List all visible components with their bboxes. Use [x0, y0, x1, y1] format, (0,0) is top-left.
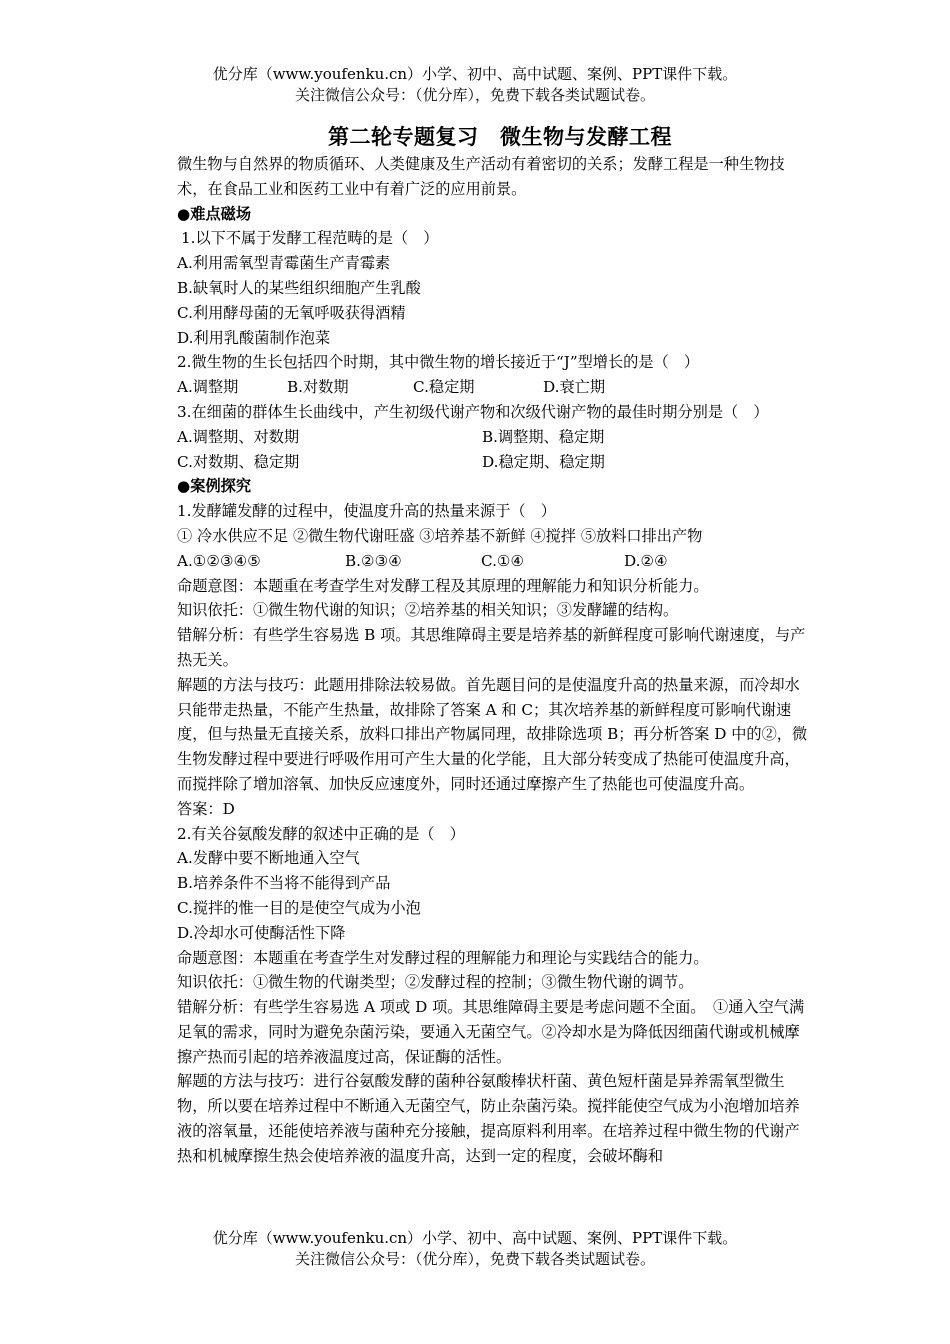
case-2-intent: 命题意图：本题重在考查学生对发酵过程的理解能力和理论与实践结合的能力。 — [177, 948, 709, 967]
question-1-option-a: A.利用需氧型青霉菌生产青霉素 — [177, 254, 391, 273]
question-3-option-a: A.调整期、对数期 — [177, 427, 300, 446]
document-title: 第二轮专题复习 微生物与发酵工程 — [328, 125, 672, 149]
case-2-option-c: C.搅拌的惟一目的是使空气成为小泡 — [177, 898, 421, 917]
question-2-stem: 2.微生物的生长包括四个时期，其中微生物的增长接近于“J”型增长的是（ ） — [177, 353, 700, 372]
case-2-basis: 知识依托：①微生物的代谢类型；②发酵过程的控制；③微生物代谢的调节。 — [177, 973, 694, 992]
question-2-option-a: A.调整期 — [177, 378, 239, 397]
case-2-error-analysis: 错解分析：有些学生容易选 A 项或 D 项。其思维障碍主要是考虑问题不全面。 ①通入空气满足氧的需求，同时为避免杂菌污染，要通入无菌空气。②冷却水是为降低因细菌代谢或机械摩擦产热而引起的培养液温度过高，保证酶的活性。 — [177, 998, 805, 1066]
case-1-basis: 知识依托：①微生物代谢的知识；②培养基的相关知识；③发酵罐的结构。 — [177, 601, 679, 620]
case-2-option-d: D.冷却水可使酶活性下降 — [177, 923, 346, 942]
question-2-options — [145, 375, 809, 400]
question-3-options-row-1 — [145, 425, 809, 450]
question-1-option-b: B.缺氧时人的某些组织细胞产生乳酸 — [177, 278, 421, 297]
case-1-method: 解题的方法与技巧：此题用排除法较易做。首先题目问的是使温度升高的热量来源，而冷却水只能带走热量，不能产生热量，故排除了答案 A 和 C；其次培养基的新鲜程度可影响代谢速度，但与热量无直接关系，放料口排出产物属同理，故排除选项 B；再分析答案 D 中的②，微生物发酵过程中要进行呼吸作用可产生大量的化学能，且大部分转变成了热能可使温度升高，而搅拌除了增加溶氧、加快反应速度外，同时还通过摩擦产生了热能也可使温度升高。 — [177, 675, 808, 793]
case-1-option-b: B.②③④ — [345, 551, 402, 570]
section-heading-difficulties: ●难点磁场 — [177, 204, 252, 223]
page-header — [0, 64, 950, 106]
question-2-option-c: C.稳定期 — [413, 378, 475, 397]
case-2-option-b: B.培养条件不当将不能得到产品 — [177, 874, 391, 893]
case-1-option-a: A.①②③④⑤ — [177, 551, 261, 570]
case-1-option-c: C.①④ — [481, 551, 525, 570]
case-1-option-d: D.②④ — [624, 551, 668, 570]
header-line-2: 关注微信公众号：（优分库），免费下载各类试题试卷。 — [294, 86, 655, 104]
question-3-options-row-2 — [145, 450, 809, 475]
section-heading-case-study: ●案例探究 — [177, 477, 252, 496]
case-1-error-analysis: 错解分析：有些学生容易选 B 项。其思维障碍主要是培养基的新鲜程度可影响代谢速度，与产热无关。 — [177, 626, 806, 669]
case-1-stem: 1.发酵罐发酵的过程中，使温度升高的热量来源于（ ） — [177, 502, 556, 521]
case-1-answer: 答案：D — [177, 799, 235, 818]
question-3-option-c: C.对数期、稳定期 — [177, 452, 300, 471]
case-2-option-a: A.发酵中要不断地通入空气 — [177, 849, 360, 868]
footer-line-2: 关注微信公众号：（优分库），免费下载各类试题试卷。 — [294, 1250, 655, 1268]
question-2-option-d: D.衰亡期 — [543, 378, 606, 397]
question-2-option-b: B.对数期 — [287, 378, 349, 397]
case-1-items: ① 冷水供应不足 ②微生物代谢旺盛 ③培养基不新鲜 ④搅拌 ⑤放料口排出产物 — [177, 526, 703, 545]
question-1-option-c: C.利用酵母菌的无氧呼吸获得酒精 — [177, 303, 406, 322]
document-body — [145, 152, 809, 1169]
question-1-option-d: D.利用乳酸菌制作泡菜 — [177, 328, 331, 347]
question-3-stem: 3.在细菌的群体生长曲线中，产生初级代谢产物和次级代谢产物的最佳时期分别是（ ） — [177, 402, 769, 421]
question-1-stem: 1.以下不属于发酵工程范畴的是（ ） — [181, 229, 439, 248]
case-1-intent: 命题意图：本题重在考查学生对发酵工程及其原理的理解能力和知识分析能力。 — [177, 576, 709, 595]
case-2-method: 解题的方法与技巧：进行谷氨酸发酵的菌种谷氨酸棒状杆菌、黄色短杆菌是异养需氧型微生物，所以要在培养过程中不断通入无菌空气，防止杂菌污染。搅拌能使空气成为小泡增加培养液的溶氧量，还能使培养液与菌种充分接触，提高原料利用率。在培养过程中微生物的代谢产热和机械摩擦生热会使培养液的温度升高，达到一定的程度，会破坏酶和 — [177, 1072, 800, 1165]
question-3-option-d: D.稳定期、稳定期 — [482, 452, 605, 471]
footer-line-1: 优分库（www.youfenku.cn）小学、初中、高中试题、案例、PPT课件下载。 — [212, 1229, 738, 1247]
header-line-1: 优分库（www.youfenku.cn）小学、初中、高中试题、案例、PPT课件下载。 — [212, 65, 738, 83]
case-1-options — [145, 549, 809, 574]
page-footer — [0, 1228, 950, 1270]
intro-paragraph: 微生物与自然界的物质循环、人类健康及生产活动有着密切的关系；发酵工程是一种生物技术，在食品工业和医药工业中有着广泛的应用前景。 — [177, 155, 785, 198]
case-2-stem: 2.有关谷氨酸发酵的叙述中正确的是（ ） — [177, 824, 465, 843]
question-3-option-b: B.调整期、稳定期 — [482, 427, 605, 446]
